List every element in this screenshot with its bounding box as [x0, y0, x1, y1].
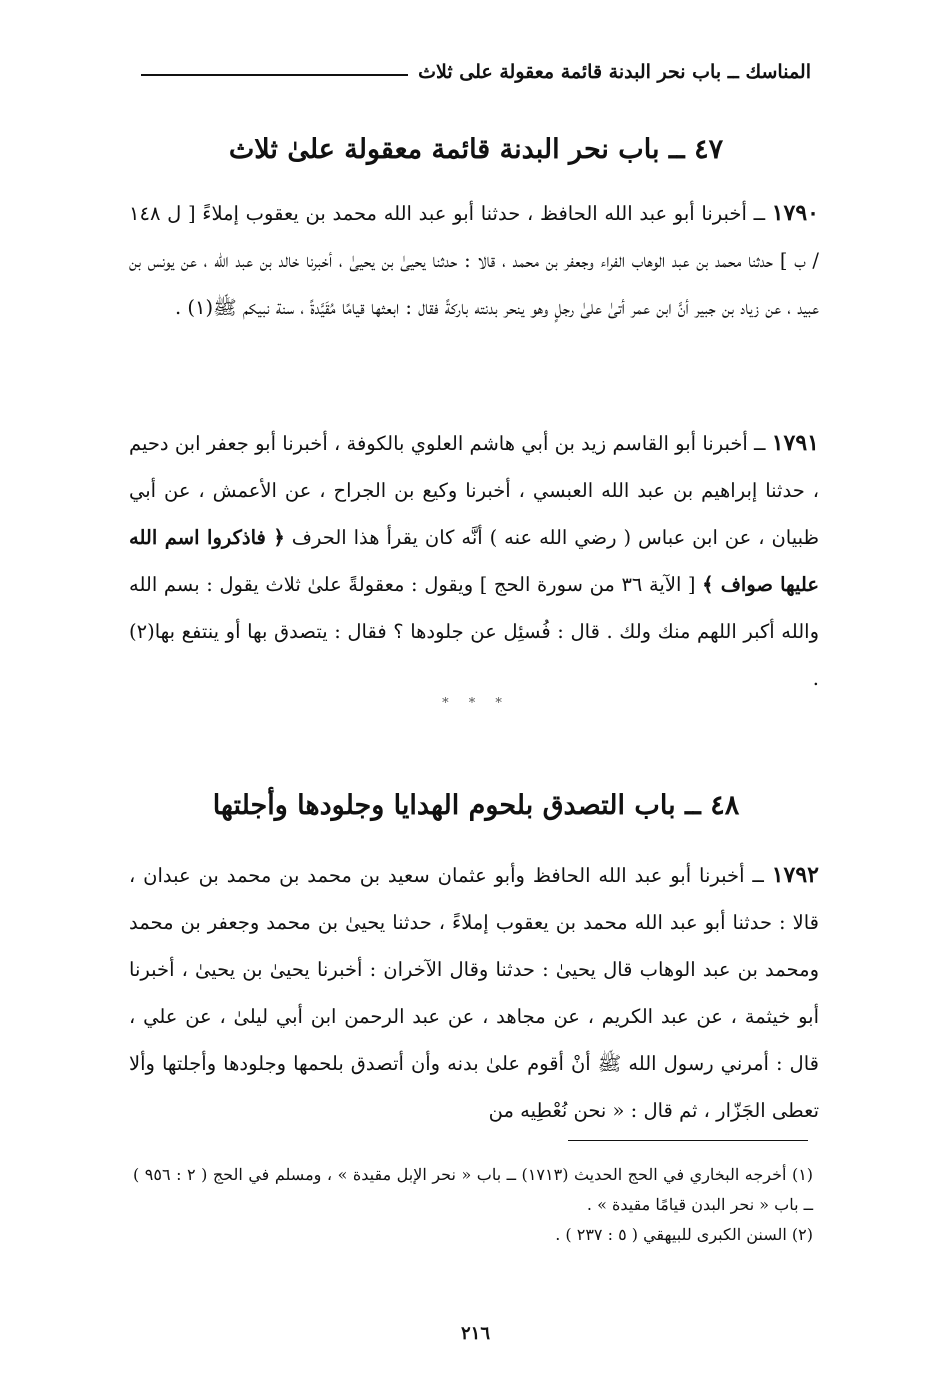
hadith-1792: [129, 852, 819, 1134]
footnotes: [133, 1160, 813, 1250]
hadith-1790-text: ــ أخبرنا أبو عبد الله الحافظ ، حدثنا أبو عبد الله محمد بن يعقوب إملاءً [ ل ١٤٨ / ب ] حدثنا محمد بن عبد الوهاب الفراء وجعفر بن محمد ، قالا : حدثنا يحيىٰ بن يحيىٰ ، أخبرنا خالد بن عبد الله ، عن يونس بن عبيد ، عن زياد بن جبير أنَّ ابن عمر أتىٰ علىٰ رجلٍ وهو ينحر بدنته باركةً فقال : ابعثها قيامًا مُقَيَّدةً ، سنة نبيكم ﷺ(١) .: [129, 202, 819, 319]
chapter-48-title: ٤٨ ــ باب التصدق بلحوم الهدايا وجلودها وأجلتها: [212, 790, 740, 821]
hadith-1790-number: ١٧٩٠: [771, 200, 819, 226]
hadith-1792-number: ١٧٩٢: [771, 862, 819, 888]
hadith-1791-text-after: [ الآية ٣٦ من سورة الحج ] ويقول : معقولةً علىٰ ثلاث يقول : بسم الله والله أكبر اللهم منك ولك . قال : فُسئِل عن جلودها ؟ فقال : يتصدق بها أو ينتفع بها(٢) .: [129, 573, 819, 690]
quran-verse: ﴿ فاذكروا اسم الله عليها صواف ﴾: [129, 526, 820, 596]
hadith-1791-text-before: ــ أخبرنا أبو القاسم زيد بن أبي هاشم العلوي بالكوفة ، أخبرنا أبو جعفر ابن دحيم ، حدثنا إبراهيم بن عبد الله العبسي ، أخبرنا وكيع بن الجراح ، عن الأعمش ، عن أبي ظبيان ، عن ابن عباس ( رضي الله عنه ) أنَّه كان يقرأ هذا الحرف: [129, 432, 819, 549]
header-rule: [141, 74, 408, 76]
hadith-1791: [129, 420, 819, 702]
running-header-title: المناسك ــ باب نحر البدنة قائمة معقولة على ثلاث: [418, 61, 811, 83]
chapter-47-title: ٤٧ ــ باب نحر البدنة قائمة معقولة علىٰ ثلاث: [228, 134, 724, 165]
hadith-1790: [129, 190, 819, 331]
footnote-2: (٢) السنن الكبرى للبيهقي ( ٥ : ٢٣٧ ) .: [555, 1225, 813, 1244]
footnote-rule: [568, 1140, 808, 1141]
hadith-1792-text: ــ أخبرنا أبو عبد الله الحافظ وأبو عثمان سعيد بن محمد بن محمد بن عبدان ، قالا : حدثنا أبو عبد الله محمد بن يعقوب إملاءً ، حدثنا يحيىٰ بن محمد وجعفر بن محمد ومحمد بن عبد الوهاب قال يحيىٰ : حدثنا وقال الآخران : أخبرنا يحيىٰ بن يحيىٰ ، أخبرنا أبو خيثمة ، عن عبد الكريم ، عن مجاهد ، عن عبد الرحمن ابن أبي ليلىٰ ، عن علي ، قال : أمرني رسول الله ﷺ أنْ أقوم علىٰ بدنه وأن أتصدق بلحمها وجلودها وأجلتها وألا تعطى الجَزّار ، ثم قال : « نحن نُعْطِيه من: [129, 864, 819, 1122]
footnote-1: (١) أخرجه البخاري في الحج الحديث (١٧١٣) ــ باب « نحر الإبل مقيدة » ، ومسلم في الحج ( ٢ : ٩٥٦ ) ــ باب « نحر البدن قيامًا مقيدة » .: [133, 1165, 814, 1214]
page-number: ٢١٦: [460, 1323, 490, 1344]
section-separator: * * *: [442, 696, 510, 711]
hadith-1791-number: ١٧٩١: [771, 430, 819, 456]
running-header: [141, 56, 811, 88]
